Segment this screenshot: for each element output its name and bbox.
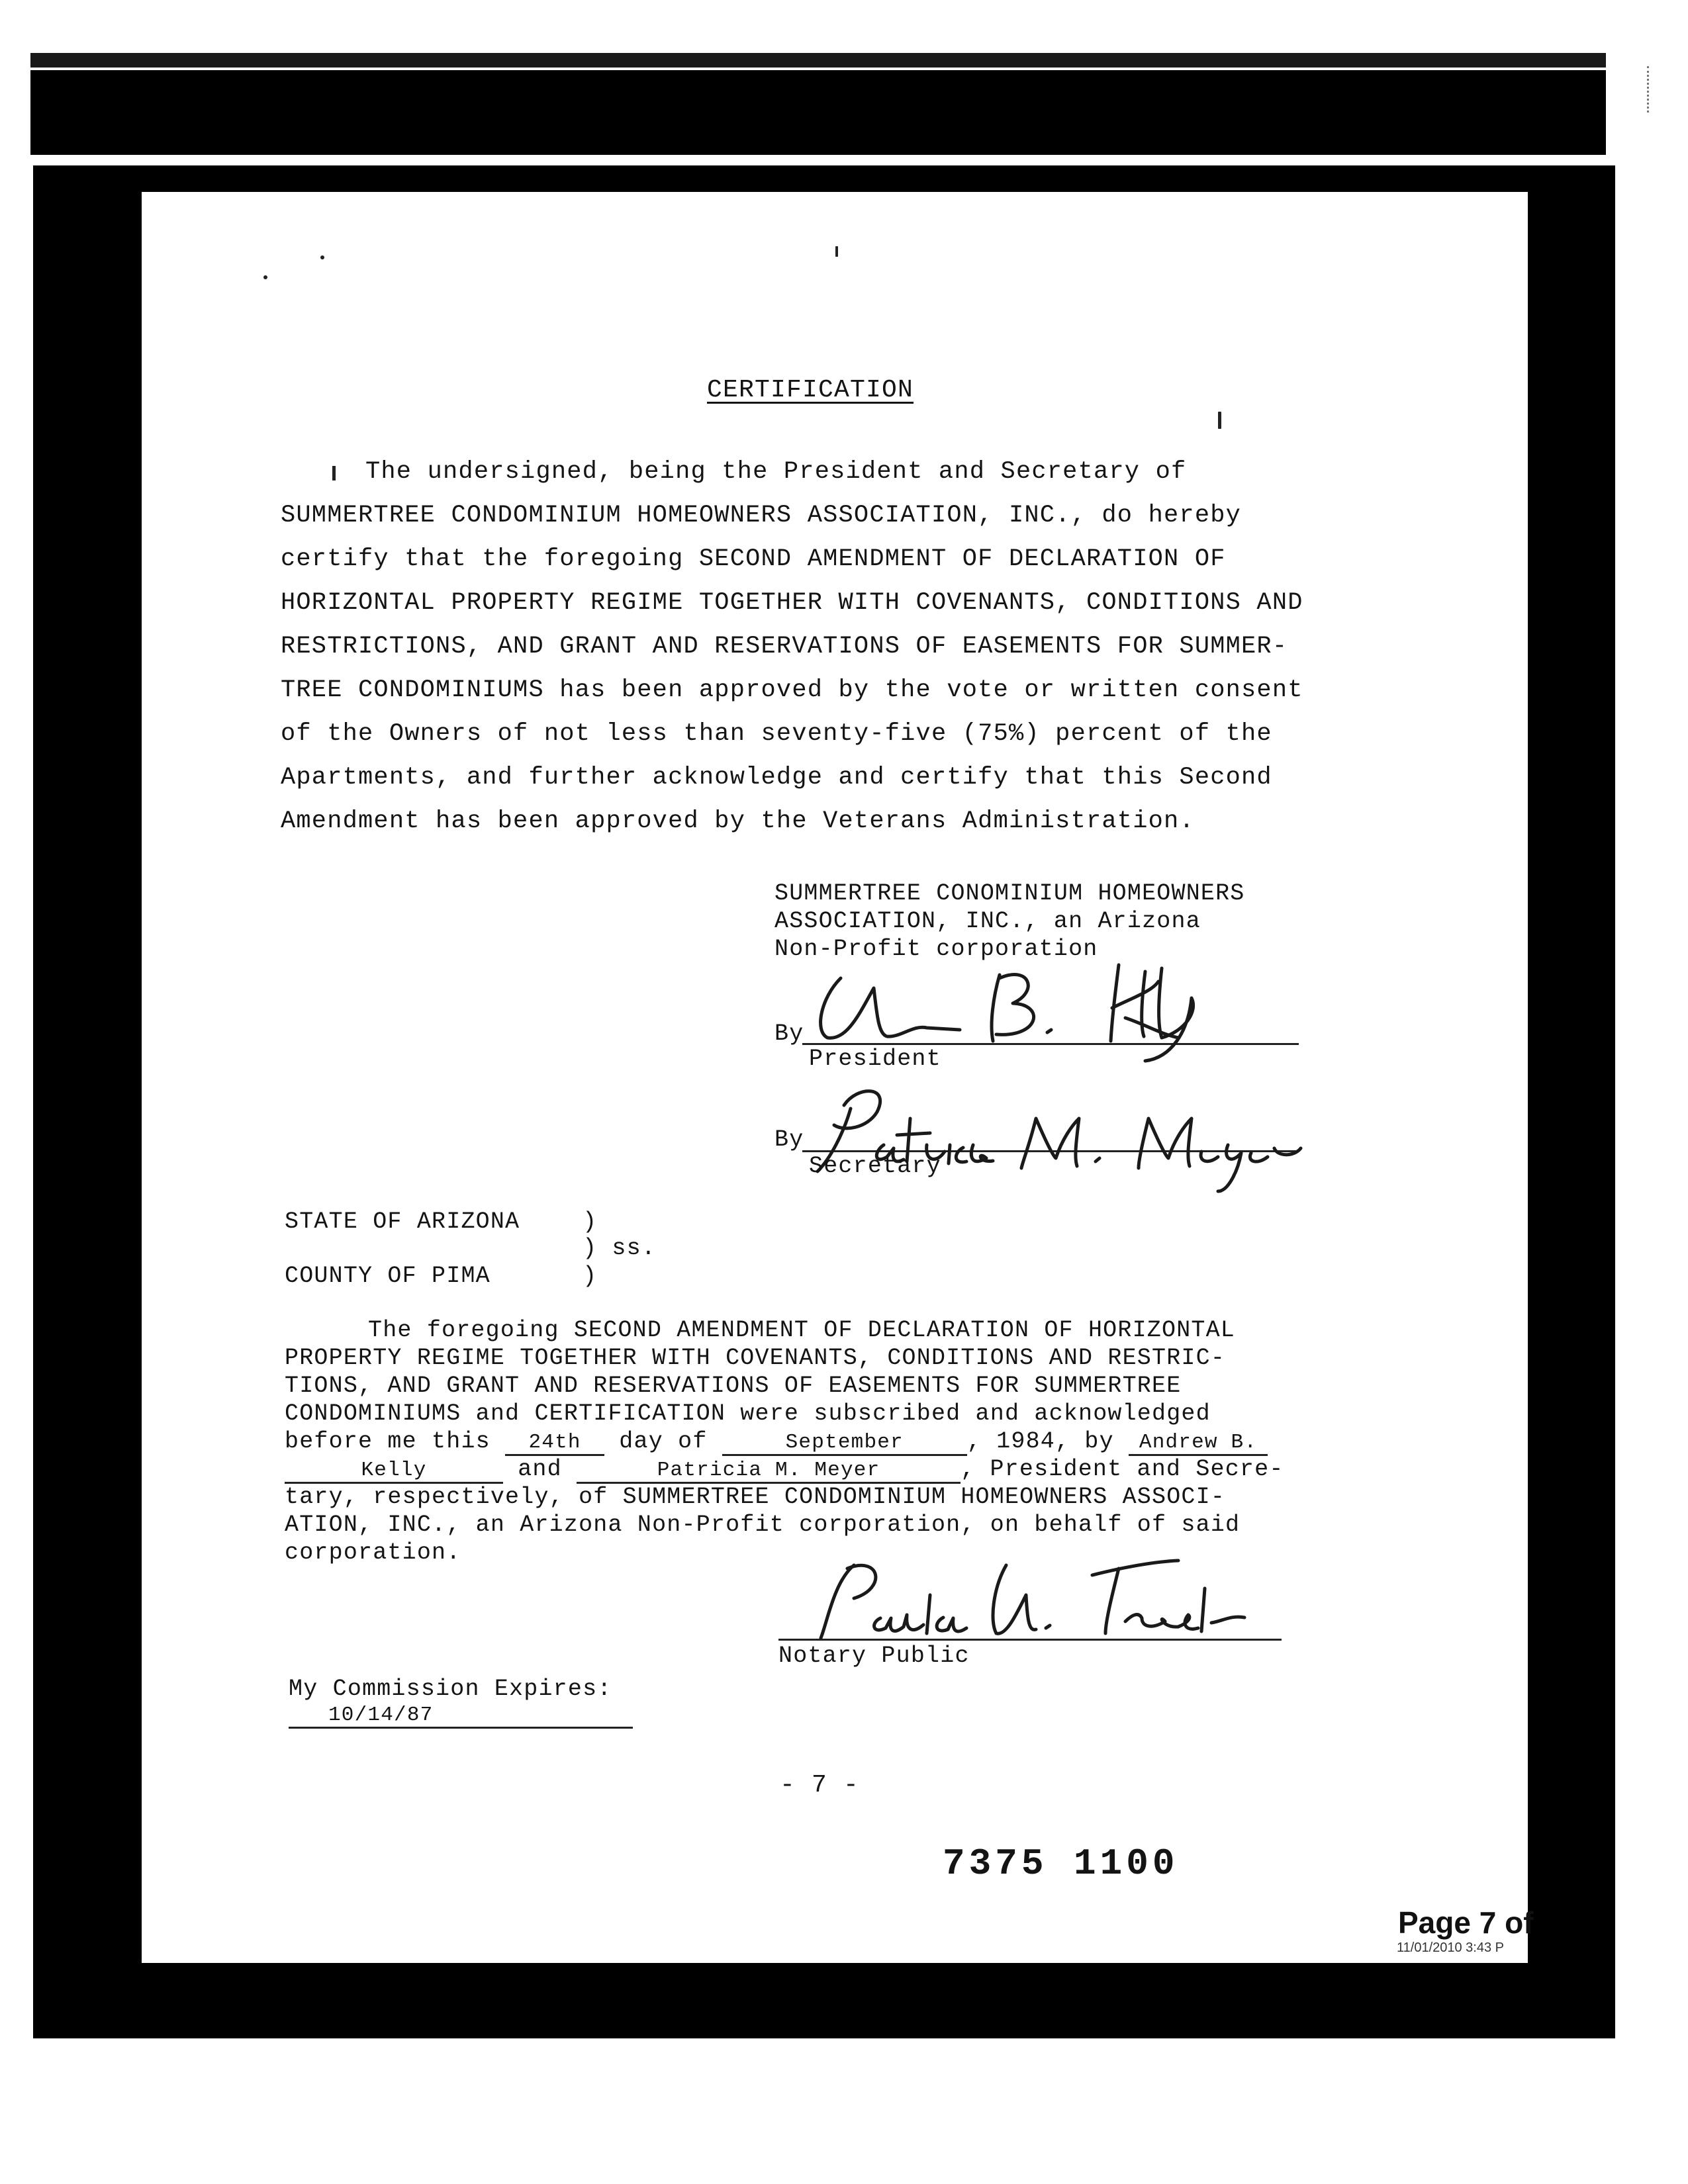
second-person-field: Patricia M. Meyer [577,1459,961,1484]
certification-title: CERTIFICATION [707,376,914,404]
venue-paren: ) [583,1263,598,1289]
commission-date-line [289,1702,633,1729]
acknowledgment-line: TIONS, AND GRANT AND RESERVATIONS OF EASEMENTS FOR SUMMERTREE [285,1373,1182,1399]
ack-text: before me this [285,1428,491,1455]
paragraph-mark [332,466,336,480]
scan-speck [263,275,267,279]
commission-date: 10/14/87 [289,1704,633,1729]
acknowledgment-date-line [285,1428,1268,1456]
acknowledgment-line: tary, respectively, of SUMMERTREE CONDOMINIUM HOMEOWNERS ASSOCI- [285,1484,1226,1510]
acknowledgment-names-line [285,1456,1284,1484]
ack-text: day of [619,1428,708,1455]
certification-line: The undersigned, being the President and Secretary of [365,458,1187,486]
day-field: 24th [505,1432,604,1456]
by-label-president: By [774,1021,804,1047]
last-name-field: Kelly [285,1459,503,1484]
ack-text: , 1984, by [966,1428,1114,1455]
certification-line: RESTRICTIONS, AND GRANT AND RESERVATIONS OF EASEMENTS FOR SUMMER- [281,633,1288,660]
acknowledgment-line: PROPERTY REGIME TOGETHER WITH COVENANTS, CONDITIONS AND RESTRIC- [285,1345,1226,1371]
acknowledgment-line: The foregoing SECOND AMENDMENT OF DECLARATION OF HORIZONTAL [368,1317,1236,1343]
acknowledgment-line: ATION, INC., an Arizona Non-Profit corporation, on behalf of said [285,1512,1241,1538]
certification-line: HORIZONTAL PROPERTY REGIME TOGETHER WITH COVENANTS, CONDITIONS AND [281,589,1303,617]
scan-speck [320,255,324,259]
certification-line: certify that the foregoing SECOND AMENDMENT OF DECLARATION OF [281,545,1226,573]
notary-label: Notary Public [778,1643,970,1669]
page-number: - 7 - [780,1771,860,1799]
venue-paren: ) [583,1208,598,1235]
president-label: President [809,1046,941,1072]
scan-speck [1218,412,1221,429]
certification-line: Amendment has been approved by the Veterans Administration. [281,807,1195,835]
month-field: September [722,1432,967,1456]
ack-text: , President and Secre- [961,1456,1284,1482]
certification-line: Apartments, and further acknowledge and certify that this Second [281,764,1272,792]
certification-line: of the Owners of not less than seventy-five (75%) percent of the [281,720,1272,748]
association-name-line: SUMMERTREE CONOMINIUM HOMEOWNERS [774,880,1245,907]
fax-edge-mark [1647,66,1654,113]
certification-line: TREE CONDOMINIUMS has been approved by the vote or written consent [281,676,1303,704]
recording-number: 7375 1100 [943,1843,1179,1885]
page-counter: Page 7 of [1398,1905,1534,1940]
acknowledgment-line: corporation. [285,1539,461,1566]
first-name-field: Andrew B. [1129,1432,1268,1456]
ack-text: and [518,1456,562,1482]
secretary-signature [804,1079,1307,1198]
acknowledgment-line: CONDOMINIUMS and CERTIFICATION were subscribed and acknowledged [285,1400,1211,1427]
by-label-secretary: By [774,1126,804,1153]
scan-speck [835,246,838,257]
association-name-line: Non-Profit corporation [774,936,1098,962]
notary-signature [808,1549,1258,1655]
scan-timestamp: 11/01/2010 3:43 P [1397,1940,1504,1955]
venue-ss: ) ss. [583,1235,657,1261]
association-name-line: ASSOCIATION, INC., an Arizona [774,908,1201,934]
commission-label: My Commission Expires: [289,1676,612,1702]
certification-line: SUMMERTREE CONDOMINIUM HOMEOWNERS ASSOCIATION, INC., do hereby [281,502,1242,529]
scan-header-edge [30,53,1606,70]
venue-state: STATE OF ARIZONA [285,1208,520,1235]
venue-county: COUNTY OF PIMA [285,1263,491,1289]
secretary-label: Secretary [809,1153,941,1179]
